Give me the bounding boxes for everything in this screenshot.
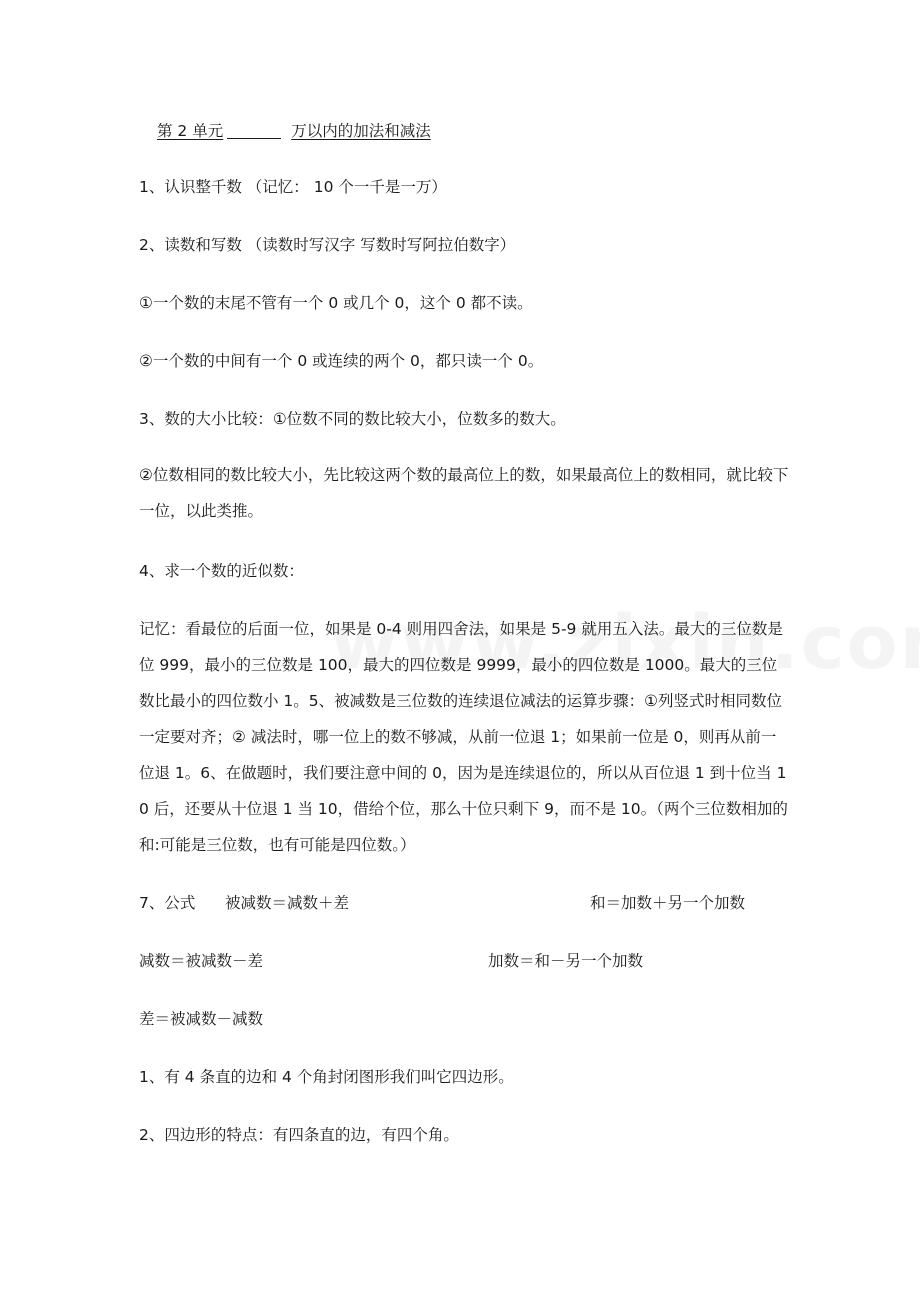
- formula-minuend: 被减数＝减数＋差: [225, 894, 350, 912]
- unit-title: 万以内的加法和减法: [291, 122, 431, 140]
- item-recognize-thousands: 1、认识整千数 （记忆： 10 个一千是一万）: [139, 178, 447, 196]
- memory-paragraph: 记忆：看最位的后面一位，如果是 0-4 则用四舍法，如果是 5-9 就用五入法。最大的三位数是位 999，最小的三位数是 100，最大的四位数是 9999，最小的四位数是 1000。最大的三位数比最小的四位数小 1。5、被减数是三位数的连续退位减法的运算步骤：①列竖式时相同数位一定要对齐；② 减法时，哪一位上的数不够减，从前一位退 1；如果前一位是 0，则再从前一位退 1。6、在做题时，我们要注意中间的 0，因为是连续退位的，所以从百位退 1 到十位当 10 后，还要从十位退 1 当 10，借给个位，那么十位只剩下 9，而不是 10。（两个三位数相加的和:可能是三位数，也有可能是四位数。）: [139, 620, 788, 854]
- item-approximation: 4、求一个数的近似数：: [139, 562, 304, 580]
- heading-gap: [227, 137, 281, 139]
- rule-middle-zero: ②一个数的中间有一个 0 或连续的两个 0，都只读一个 0。: [139, 352, 544, 370]
- item-compare-numbers: 3、数的大小比较：①位数不同的数比较大小，位数多的数大。: [139, 410, 566, 428]
- formula-difference: 差＝被减数－减数: [139, 1010, 264, 1028]
- formula-subtrahend: 减数＝被减数－差: [139, 952, 264, 970]
- quadrilateral-features: 2、四边形的特点：有四条直的边，有四个角。: [139, 1126, 459, 1144]
- unit-heading: [157, 121, 431, 141]
- formula-sum: 和＝加数＋另一个加数: [590, 894, 746, 912]
- rule-same-digits: ②位数相同的数比较大小，先比较这两个数的最高位上的数，如果最高位上的数相同，就比较下一位，以此类推。: [139, 466, 789, 520]
- unit-label: 第 2 单元: [157, 122, 224, 140]
- item-read-write-numbers: 2、读数和写数 （读数时写汉字 写数时写阿拉伯数字）: [139, 236, 516, 254]
- formula-addend: 加数＝和－另一个加数: [488, 952, 644, 970]
- formula-label: 7、公式: [139, 894, 196, 912]
- quadrilateral-definition: 1、有 4 条直的边和 4 个角封闭图形我们叫它四边形。: [139, 1068, 514, 1086]
- rule-trailing-zero: ①一个数的末尾不管有一个 0 或几个 0，这个 0 都不读。: [139, 294, 533, 312]
